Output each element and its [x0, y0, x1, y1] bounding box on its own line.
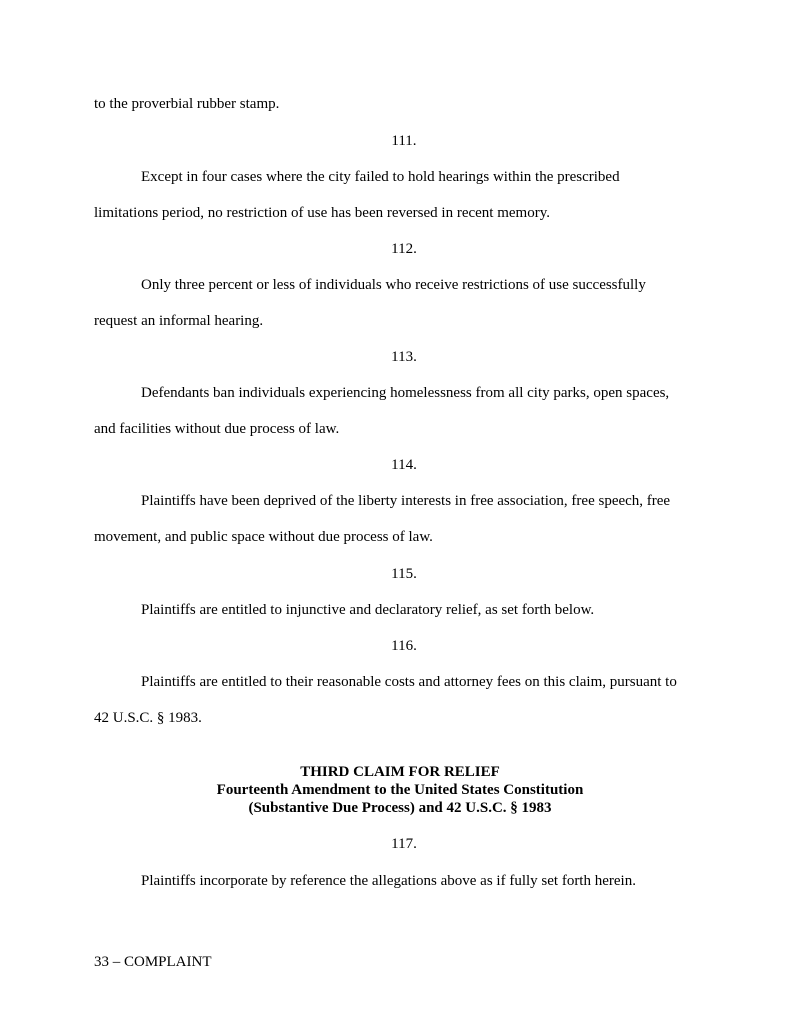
paragraph-line: Except in four cases where the city failed to hold hearings within the prescribed — [141, 169, 620, 185]
paragraph-number: 117. — [391, 836, 417, 852]
claim-subheading: (Substantive Due Process) and 42 U.S.C. § 1983 — [248, 800, 552, 816]
paragraph-number: 115. — [391, 566, 417, 582]
paragraph-number: 114. — [391, 457, 417, 473]
paragraph-line: 42 U.S.C. § 1983. — [94, 710, 202, 726]
paragraph-number: 112. — [391, 241, 417, 257]
paragraph-line: limitations period, no restriction of use has been reversed in recent memory. — [94, 205, 550, 221]
paragraph-number: 116. — [391, 638, 417, 654]
paragraph-line: Only three percent or less of individuals who receive restrictions of use successfully — [141, 277, 646, 293]
paragraph-line: Defendants ban individuals experiencing homelessness from all city parks, open spaces, — [141, 385, 670, 401]
claim-subheading: Fourteenth Amendment to the United States Constitution — [216, 782, 584, 798]
paragraph-line: movement, and public space without due process of law. — [94, 529, 433, 545]
paragraph-line: Plaintiffs have been deprived of the liberty interests in free association, free speech, free — [141, 493, 671, 509]
paragraph-line: Plaintiffs incorporate by reference the allegations above as if fully set forth herein. — [141, 873, 636, 889]
paragraph-line: to the proverbial rubber stamp. — [94, 96, 280, 112]
page-footer: 33 – COMPLAINT — [94, 954, 212, 970]
paragraph-line: Plaintiffs are entitled to injunctive and declaratory relief, as set forth below. — [141, 602, 595, 618]
claim-heading: THIRD CLAIM FOR RELIEF — [300, 764, 500, 780]
paragraph-line: and facilities without due process of law. — [94, 421, 340, 437]
paragraph-line: request an informal hearing. — [94, 313, 264, 329]
paragraph-line: Plaintiffs are entitled to their reasonable costs and attorney fees on this claim, pursuant to — [141, 674, 677, 690]
paragraph-number: 113. — [391, 349, 417, 365]
paragraph-number: 111. — [391, 133, 417, 149]
